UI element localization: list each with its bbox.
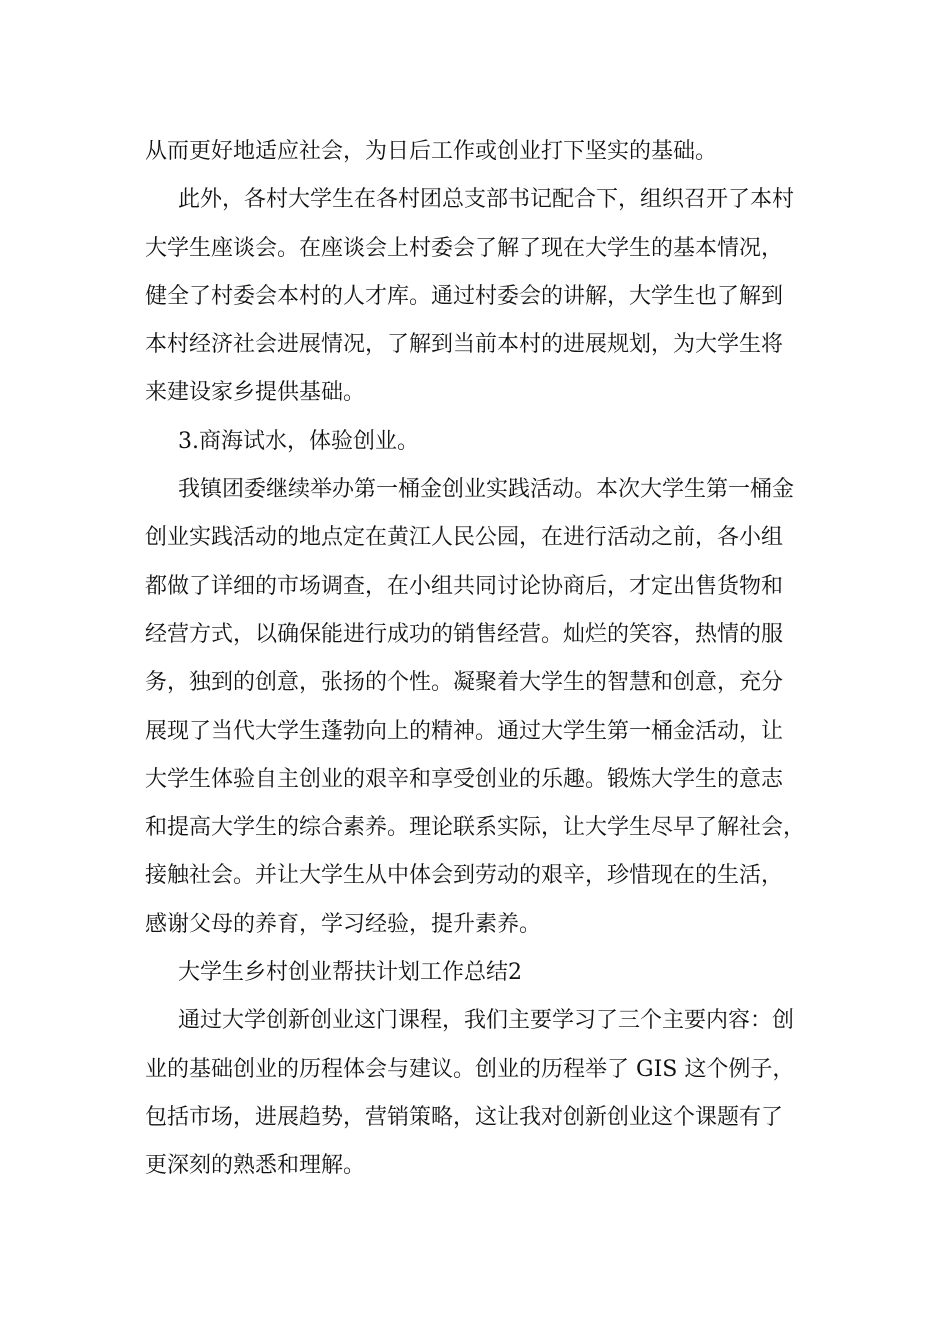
text-line: 感谢父母的养育，学习经验，提升素养。: [145, 911, 542, 937]
section-heading: 3.商海试水，体验创业。: [178, 428, 419, 454]
text-line: 我镇团委继续举办第一桶金创业实践活动。本次大学生第一桶金: [178, 477, 795, 503]
text-line: 业的基础创业的历程体会与建议。创业的历程举了 GIS 这个例子，: [145, 1056, 795, 1082]
text-line: 此外，各村大学生在各村团总支部书记配合下，组织召开了本村: [178, 187, 795, 213]
text-line: 健全了村委会本村的人才库。通过村委会的讲解，大学生也了解到: [145, 283, 784, 309]
text-line: 大学生座谈会。在座谈会上村委会了解了现在大学生的基本情况，: [145, 235, 784, 261]
text-line: 本村经济社会进展情况，了解到当前本村的进展规划，为大学生将: [145, 332, 784, 358]
text-line: 来建设家乡提供基础。: [145, 380, 366, 406]
text-line: 务，独到的创意，张扬的个性。凝聚着大学生的智慧和创意，充分: [145, 670, 784, 696]
text-line: 展现了当代大学生蓬勃向上的精神。通过大学生第一桶金活动，让: [145, 718, 784, 744]
text-line: 都做了详细的市场调查，在小组共同讨论协商后，才定出售货物和: [145, 573, 784, 599]
text-line: 大学生体验自主创业的艰辛和享受创业的乐趣。锻炼大学生的意志: [145, 766, 784, 792]
text-line: 通过大学创新创业这门课程，我们主要学习了三个主要内容：创: [178, 1008, 795, 1034]
section-heading: 大学生乡村创业帮扶计划工作总结2: [178, 960, 522, 986]
text-line: 接触社会。并让大学生从中体会到劳动的艰辛，珍惜现在的生活，: [145, 863, 784, 889]
text-line: 创业实践活动的地点定在黄江人民公园，在进行活动之前，各小组: [145, 525, 784, 551]
text-line: 和提高大学生的综合素养。理论联系实际，让大学生尽早了解社会，: [145, 815, 806, 841]
text-line: 经营方式，以确保能进行成功的销售经营。灿烂的笑容，热情的服: [145, 621, 784, 647]
document-body: [145, 128, 825, 1191]
text-line: 从而更好地适应社会，为日后工作或创业打下坚实的基础。: [145, 139, 718, 164]
text-line: 包括市场，进展趋势，营销策略，这让我对创新创业这个课题有了: [145, 1104, 784, 1130]
text-line: 更深刻的熟悉和理解。: [145, 1153, 366, 1179]
